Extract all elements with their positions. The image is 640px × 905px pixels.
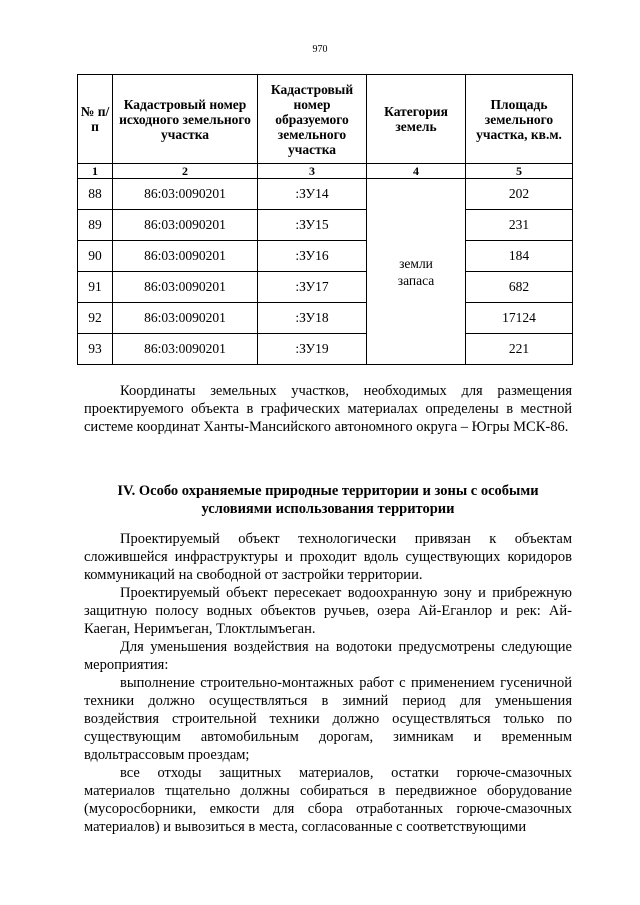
- source-cadastral-number: 86:03:0090201: [113, 272, 258, 303]
- section-title-line: условиями использования территории: [201, 501, 455, 517]
- body-paragraph: все отходы защитных материалов, остатки горюче-смазочных материалов тщательно должны собираться в передвижное оборудование (мусоросборники, емкости для сбора отработанных горюче-смазочных материалов) и вывозиться в места, согласованные с соответствующими: [84, 765, 572, 835]
- section-body: [84, 530, 572, 836]
- header-number: № п/п: [78, 75, 113, 164]
- row-number: 89: [78, 210, 113, 241]
- table-row: [78, 334, 573, 365]
- source-cadastral-number: 86:03:0090201: [113, 303, 258, 334]
- formed-cadastral-number: :ЗУ14: [258, 179, 367, 210]
- table-header-row: [78, 75, 573, 164]
- column-numbers-row: [78, 164, 573, 179]
- section-title-line: IV. Особо охраняемые природные территории и зоны с особыми: [117, 483, 539, 499]
- header-formed-cadastral: Кадастровый номер образуемого земельного участка: [258, 75, 367, 164]
- column-number: 1: [78, 164, 113, 179]
- header-land-category: Категория земель: [367, 75, 466, 164]
- source-cadastral-number: 86:03:0090201: [113, 334, 258, 365]
- area-value: 231: [466, 210, 573, 241]
- row-number: 91: [78, 272, 113, 303]
- area-value: 184: [466, 241, 573, 272]
- column-number: 5: [466, 164, 573, 179]
- table-row: [78, 272, 573, 303]
- body-paragraph: Проектируемый объект пересекает водоохранную зону и прибрежную защитную полосу водных объектов ручьев, озера Ай-Еганлор и рек: Ай-Каеган, Неримъеган, Тлоктлымъеган.: [84, 585, 572, 637]
- formed-cadastral-number: :ЗУ19: [258, 334, 367, 365]
- source-cadastral-number: 86:03:0090201: [113, 241, 258, 272]
- table-row: [78, 303, 573, 334]
- source-cadastral-number: 86:03:0090201: [113, 179, 258, 210]
- body-paragraph: выполнение строительно-монтажных работ с применением гусеничной техники должно осуществляться в зимний период для уменьшения воздействия строительной техники должно осуществляться только по существующим автомобильным дорогам, зимникам и временным вдольтрассовым проездам;: [84, 675, 572, 763]
- table-row: [78, 210, 573, 241]
- header-source-cadastral: Кадастровый номер исходного земельного участка: [113, 75, 258, 164]
- table-row: [78, 241, 573, 272]
- area-value: 17124: [466, 303, 573, 334]
- row-number: 90: [78, 241, 113, 272]
- land-category-line: земли: [399, 255, 433, 271]
- row-number: 88: [78, 179, 113, 210]
- area-value: 202: [466, 179, 573, 210]
- land-plots-table: [77, 74, 573, 365]
- coordinates-paragraph: Координаты земельных участков, необходимых для размещения проектируемого объекта в графических материалах определены в местной системе координат Ханты-Мансийского автономного округа – Югры МСК-86.: [84, 383, 572, 435]
- area-value: 221: [466, 334, 573, 365]
- formed-cadastral-number: :ЗУ18: [258, 303, 367, 334]
- row-number: 92: [78, 303, 113, 334]
- body-paragraph: Для уменьшения воздействия на водотоки предусмотрены следующие мероприятия:: [84, 639, 572, 673]
- column-number: 2: [113, 164, 258, 179]
- coordinates-note: [84, 382, 572, 436]
- page-number: 970: [312, 44, 328, 55]
- header-area: Площадь земельного участка, кв.м.: [466, 75, 573, 164]
- formed-cadastral-number: :ЗУ16: [258, 241, 367, 272]
- body-paragraph: Проектируемый объект технологически привязан к объектам сложившейся инфраструктуры и проходит вдоль существующих коридоров коммуникаций на свободной от застройки территории.: [84, 531, 572, 583]
- column-number: 3: [258, 164, 367, 179]
- land-category-cell: [367, 179, 466, 365]
- column-number: 4: [367, 164, 466, 179]
- formed-cadastral-number: :ЗУ15: [258, 210, 367, 241]
- row-number: 93: [78, 334, 113, 365]
- table-row: [78, 179, 573, 210]
- formed-cadastral-number: :ЗУ17: [258, 272, 367, 303]
- section-title: [84, 482, 572, 518]
- land-category-line: запаса: [397, 272, 435, 288]
- source-cadastral-number: 86:03:0090201: [113, 210, 258, 241]
- area-value: 682: [466, 272, 573, 303]
